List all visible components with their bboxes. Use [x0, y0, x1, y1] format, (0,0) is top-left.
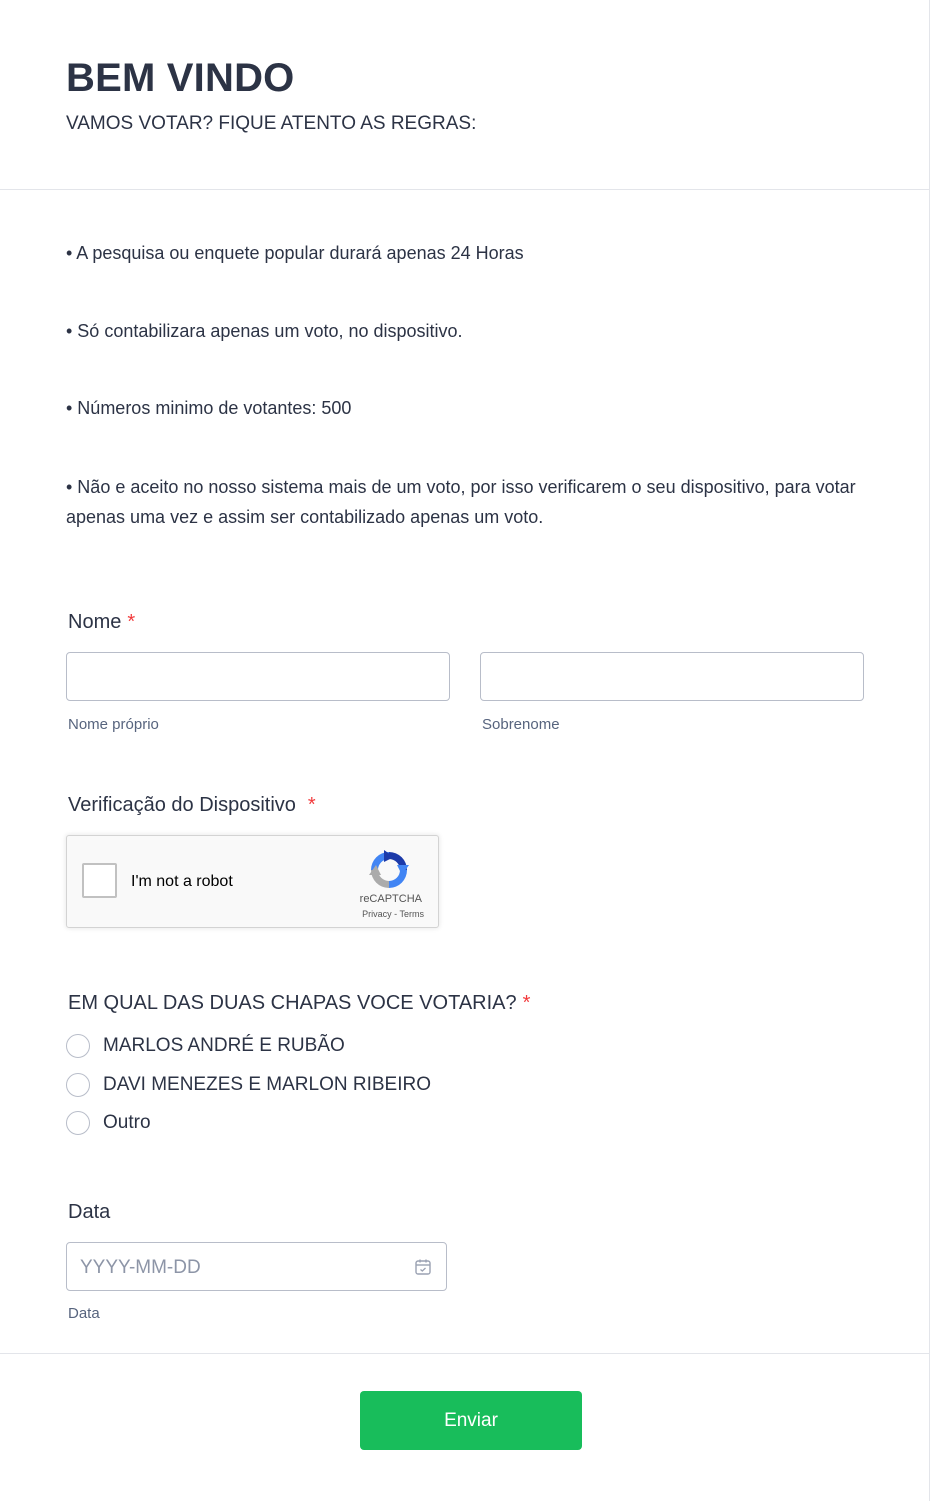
captcha-field-label — [68, 794, 316, 817]
vote-option-label: Outro — [103, 1112, 151, 1133]
vote-field-label — [68, 992, 530, 1015]
calendar-icon[interactable] — [414, 1258, 432, 1276]
date-input[interactable] — [66, 1242, 447, 1291]
first-name-input[interactable] — [66, 652, 450, 701]
rule-text-4: • Não e aceito no nosso sistema mais de um voto, por isso verificarem o seu dispositivo, para votar apenas uma vez e assim ser contabilizado apenas um voto. — [66, 477, 856, 527]
radio-button[interactable] — [66, 1111, 90, 1135]
required-asterisk: * — [127, 611, 136, 633]
required-asterisk: * — [522, 992, 531, 1014]
recaptcha-checkbox[interactable] — [82, 863, 117, 898]
vote-option-1[interactable] — [66, 1033, 345, 1059]
recaptcha-logo-icon — [367, 848, 411, 892]
vote-option-label: DAVI MENEZES E MARLON RIBEIRO — [103, 1074, 431, 1095]
vote-option-label: MARLOS ANDRÉ E RUBÃO — [103, 1035, 345, 1056]
recaptcha-widget — [66, 835, 439, 928]
vote-label-text: EM QUAL DAS DUAS CHAPAS VOCE VOTARIA? — [68, 992, 517, 1014]
date-placeholder: YYYY-MM-DD — [80, 1257, 201, 1278]
name-label-text: Nome — [68, 611, 122, 633]
date-sublabel: Data — [68, 1305, 100, 1322]
footer-divider — [0, 1353, 930, 1354]
required-asterisk: * — [307, 794, 316, 816]
last-name-sublabel: Sobrenome — [482, 716, 560, 733]
radio-button[interactable] — [66, 1034, 90, 1058]
date-field-label: Data — [68, 1201, 111, 1223]
form-header — [0, 0, 930, 190]
rule-text-3: • Números minimo de votantes: 500 — [66, 398, 352, 418]
rule-text-1: • A pesquisa ou enquete popular durará apenas 24 Horas — [66, 243, 524, 263]
name-field-label — [68, 611, 135, 634]
recaptcha-links[interactable]: Privacy - Terms — [362, 909, 424, 919]
vote-option-2[interactable] — [66, 1072, 431, 1098]
first-name-sublabel: Nome próprio — [68, 716, 159, 733]
vote-option-3[interactable] — [66, 1110, 151, 1136]
submit-button[interactable]: Enviar — [360, 1391, 582, 1450]
recaptcha-brand: reCAPTCHA — [359, 893, 422, 905]
rule-text-2: • Só contabilizara apenas um voto, no dispositivo. — [66, 321, 463, 341]
radio-button[interactable] — [66, 1073, 90, 1097]
page-subtitle: VAMOS VOTAR? FIQUE ATENTO AS REGRAS: — [66, 113, 477, 134]
last-name-input[interactable] — [480, 652, 864, 701]
recaptcha-text: I'm not a robot — [131, 873, 233, 890]
captcha-label-text: Verificação do Dispositivo — [68, 794, 296, 816]
page-title: BEM VINDO — [66, 56, 295, 100]
